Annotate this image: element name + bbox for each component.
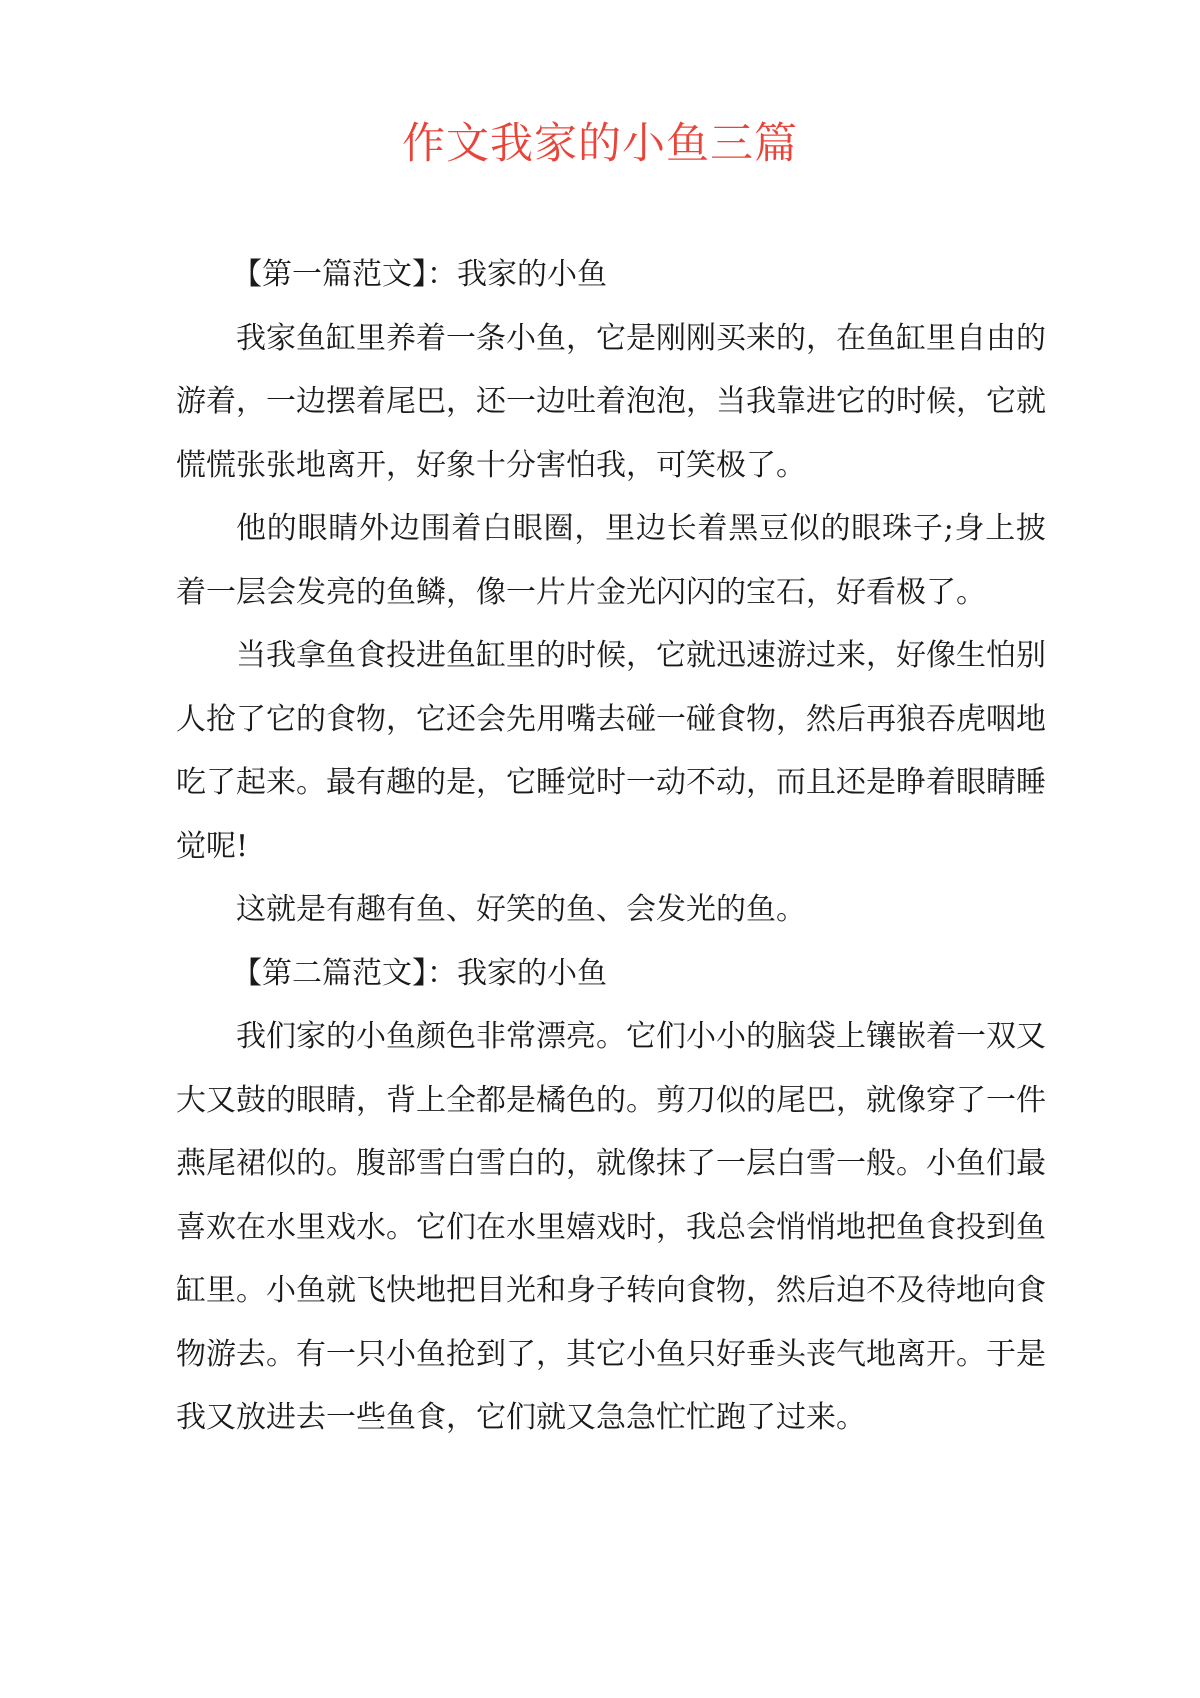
paragraph: 他的眼睛外边围着白眼圈，里边长着黑豆似的眼珠子;身上披着一层会发亮的鱼鳞，像一片片金光闪闪的宝石，好看极了。 [176, 511, 1046, 610]
paragraph: 我家鱼缸里养着一条小鱼，它是刚刚买来的，在鱼缸里自由的游着，一边摆着尾巴，还一边吐着泡泡，当我靠进它的时候，它就慌慌张张地离开，好象十分害怕我，可笑极了。 [176, 320, 1046, 483]
essay-heading-2: 【第二篇范文】：我家的小鱼 [232, 955, 607, 991]
paragraph: 这就是有趣有鱼、好笑的鱼、会发光的鱼。 [236, 892, 806, 927]
paragraph: 当我拿鱼食投进鱼缸里的时候，它就迅速游过来，好像生怕别人抢了它的食物，它还会先用嘴去碰一碰食物，然后再狼吞虎咽地吃了起来。最有趣的是，它睡觉时一动不动，而且还是睁着眼睛睡觉呢! [176, 638, 1046, 864]
essay-heading-1: 【第一篇范文】：我家的小鱼 [232, 257, 607, 292]
document-body [176, 243, 1046, 1450]
document-title: 作文我家的小鱼三篇 [402, 119, 798, 169]
paragraph: 我们家的小鱼颜色非常漂亮。它们小小的脑袋上镶嵌着一双又大又鼓的眼睛，背上全都是橘色的。剪刀似的尾巴，就像穿了一件燕尾裙似的。腹部雪白雪白的，就像抹了一层白雪一般。小鱼们最喜欢在水里戏水。它们在水里嬉戏时，我总会悄悄地把鱼食投到鱼缸里。小鱼就飞快地把目光和身子转向食物，然后迫不及待地向食物游去。有一只小鱼抢到了，其它小鱼只好垂头丧气地离开。于是我又放进去一些鱼食，它们就又急急忙忙跑了过来。 [176, 1019, 1046, 1435]
